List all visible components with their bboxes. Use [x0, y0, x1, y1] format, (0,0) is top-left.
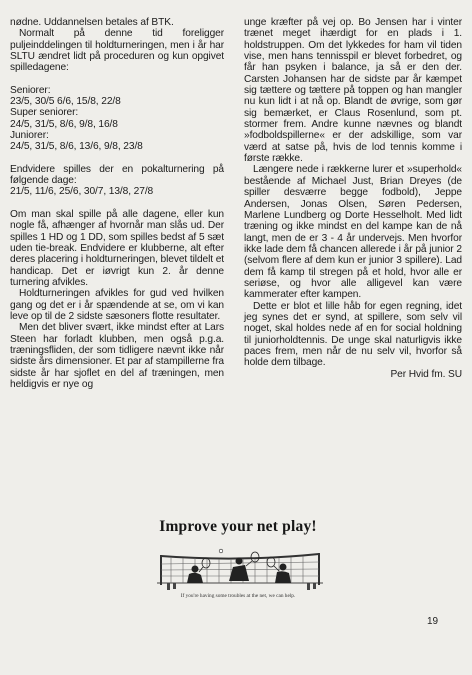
right-paragraph-2: Længere nede i rækkerne lurer et »superhold« bestående af Michael Just, Brian Dreyes (de spiller desværre begge fodbold), Jeppe Andersen, Jonas Olsen, Søren Pedersen, Marlene Lundberg og Dorte Hesselholt. Med lidt træning og ikke mindst en del kampe kan de nå langt, men de er 3 - 4 år undervejs. Men hvorfor ikke lade dem få chancen allerede i år på junior 2 (selvom flere af dem kun er junior 3 spillere). Lad dem få kamp til stregen på et hold, hvor alle er seriøse, og hvor alle alligevel kan være kammerater efter kampen.	[244, 164, 462, 301]
ad-caption: If you're having some troubles at the net, we can help.	[180, 593, 296, 599]
seniorer-label: Seniorer:	[10, 84, 51, 96]
left-paragraph-4: Holdturneringen afvikles for gud ved hvilken gang og det er i år spændende at se, om vi kan leve op til de 2 sidste sæsoners flotte resultater.	[10, 288, 224, 322]
right-paragraph-1: unge kræfter på vej op. Bo Jensen har i vinter trænet meget ihærdigt for en plads i 1. holdstruppen. Om det lykkedes for ham vil tiden vise, men hans tennisspil er blevet forbedret, og får han psyken i balance, ja så er den der. Carsten Johansen har de sidste par år kæmpet sig tættere og tættere på toppen og han mangler nu kun lidt i at nå op. Blandt de øvrige, som gør sig bemærket, er Claus Rosenlund, som pt. stormer frem. Andre kunne nævnes og blandt »fodboldspillerne« er der adskillige, som var værd at satse på, hvis de lod tennis komme i første række.	[244, 17, 462, 165]
super-seniorer-label: Super seniorer:	[10, 107, 79, 119]
left-paragraph-1: nødne. Uddannelsen betales af BTK.	[10, 17, 174, 28]
super-seniorer-dates: 24/5, 31/5, 8/6, 9/8, 16/8	[10, 118, 118, 130]
signature: Per Hvid fm. SU	[390, 368, 462, 380]
pokal-paragraph: Endvidere spilles der en pokalturnering på følgende dage:	[10, 163, 224, 187]
seniorer-dates: 23/5, 30/5 6/6, 15/8, 22/8	[10, 96, 121, 108]
advertisement	[100, 518, 376, 599]
pokal-dates: 21/5, 11/6, 25/6, 30/7, 13/8, 27/8	[10, 186, 154, 198]
left-column	[10, 17, 224, 390]
left-paragraph-3: Om man skal spille på alle dagene, eller kun nogle få, afhænger af hvornår man slås ud. Der spilles 1 HD og 1 DD, som spilles bedst af 5 sæt uden tie-break. Endvidere er klubberne, alt efter deres placering i holdturneringen, blevet tildelt et handicap. Det er iøvrigt kun 2. år denne turnering afvikles.	[10, 208, 224, 288]
right-column	[244, 17, 462, 380]
tennis-net-illustration	[143, 541, 333, 593]
juniorer-dates: 24/5, 31/5, 8/6, 13/6, 9/8, 23/8	[10, 141, 143, 153]
juniorer-label: Juniorer:	[10, 130, 49, 142]
left-paragraph-5: Men det bliver svært, ikke mindst efter at Lars Steen har forladt klubben, men også p.g.a. træningsfliden, der som tidligere nævnt ikke når sidste års dimensioner. Et par af stampillerne fra sidste år har sjoflet en del af træningen, men heldigvis er nye og	[10, 322, 224, 390]
left-paragraph-2: Normalt på denne tid foreligger puljeinddelingen til holdturneringen, men i år har SLTU ændret lidt på proceduren og kun opgivet spilledagene:	[10, 28, 224, 74]
schedule-block	[10, 85, 224, 153]
page-number: 19	[427, 616, 439, 627]
right-paragraph-3: Dette er blot et lille håb for egen regning, idet jeg synes det er synd, at spillere, som selv vil noget, skal holdes nede af en for social holdning til juniorholdtennis. De unge skal naturligvis ikke paces frem, men når de nu selv vil, hvorfor så holde dem tilbage.	[244, 300, 462, 369]
ad-title: Improve your net play!	[159, 518, 317, 535]
